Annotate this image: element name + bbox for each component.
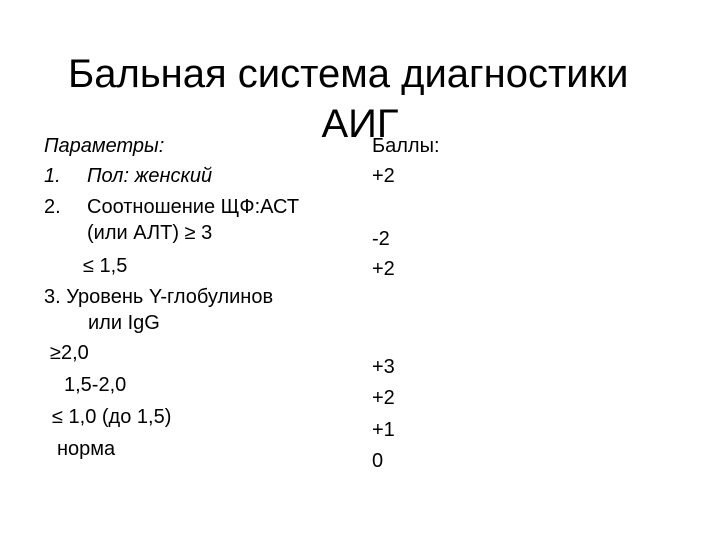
item2-text-b: (или АЛТ) ≥ 3 xyxy=(87,222,213,244)
score-globulin-3: +1 xyxy=(372,419,395,441)
score-globulin-2: +2 xyxy=(372,387,395,409)
item3-text-b: или IgG xyxy=(88,312,160,334)
title-line-1: Бальная система диагностики xyxy=(68,51,629,96)
item3-option-2: 1,5-2,0 xyxy=(64,374,127,396)
score-globulin-4: 0 xyxy=(372,450,384,472)
item3-option-3: ≤ 1,0 (до 1,5) xyxy=(52,406,172,428)
parameters-header: Параметры: xyxy=(44,135,165,157)
item3-option-4: норма xyxy=(57,438,116,460)
item1-number: 1. xyxy=(44,165,61,187)
item3-option-1: ≥2,0 xyxy=(50,342,89,364)
item2-number: 2. xyxy=(44,196,61,218)
score-sex: +2 xyxy=(372,165,395,187)
item1-text: Пол: женский xyxy=(87,165,213,187)
scores-header: Баллы: xyxy=(372,135,440,157)
item2-text-c: ≤ 1,5 xyxy=(83,255,128,277)
score-ratio-high: -2 xyxy=(372,228,390,250)
item2-text-a: Соотношение ЩФ:АСТ xyxy=(87,196,300,218)
title-line-2: АИГ xyxy=(321,101,399,146)
score-ratio-low: +2 xyxy=(372,258,395,280)
score-globulin-1: +3 xyxy=(372,356,395,378)
item3-text-a: 3. Уровень Y-глобулинов xyxy=(44,286,274,308)
